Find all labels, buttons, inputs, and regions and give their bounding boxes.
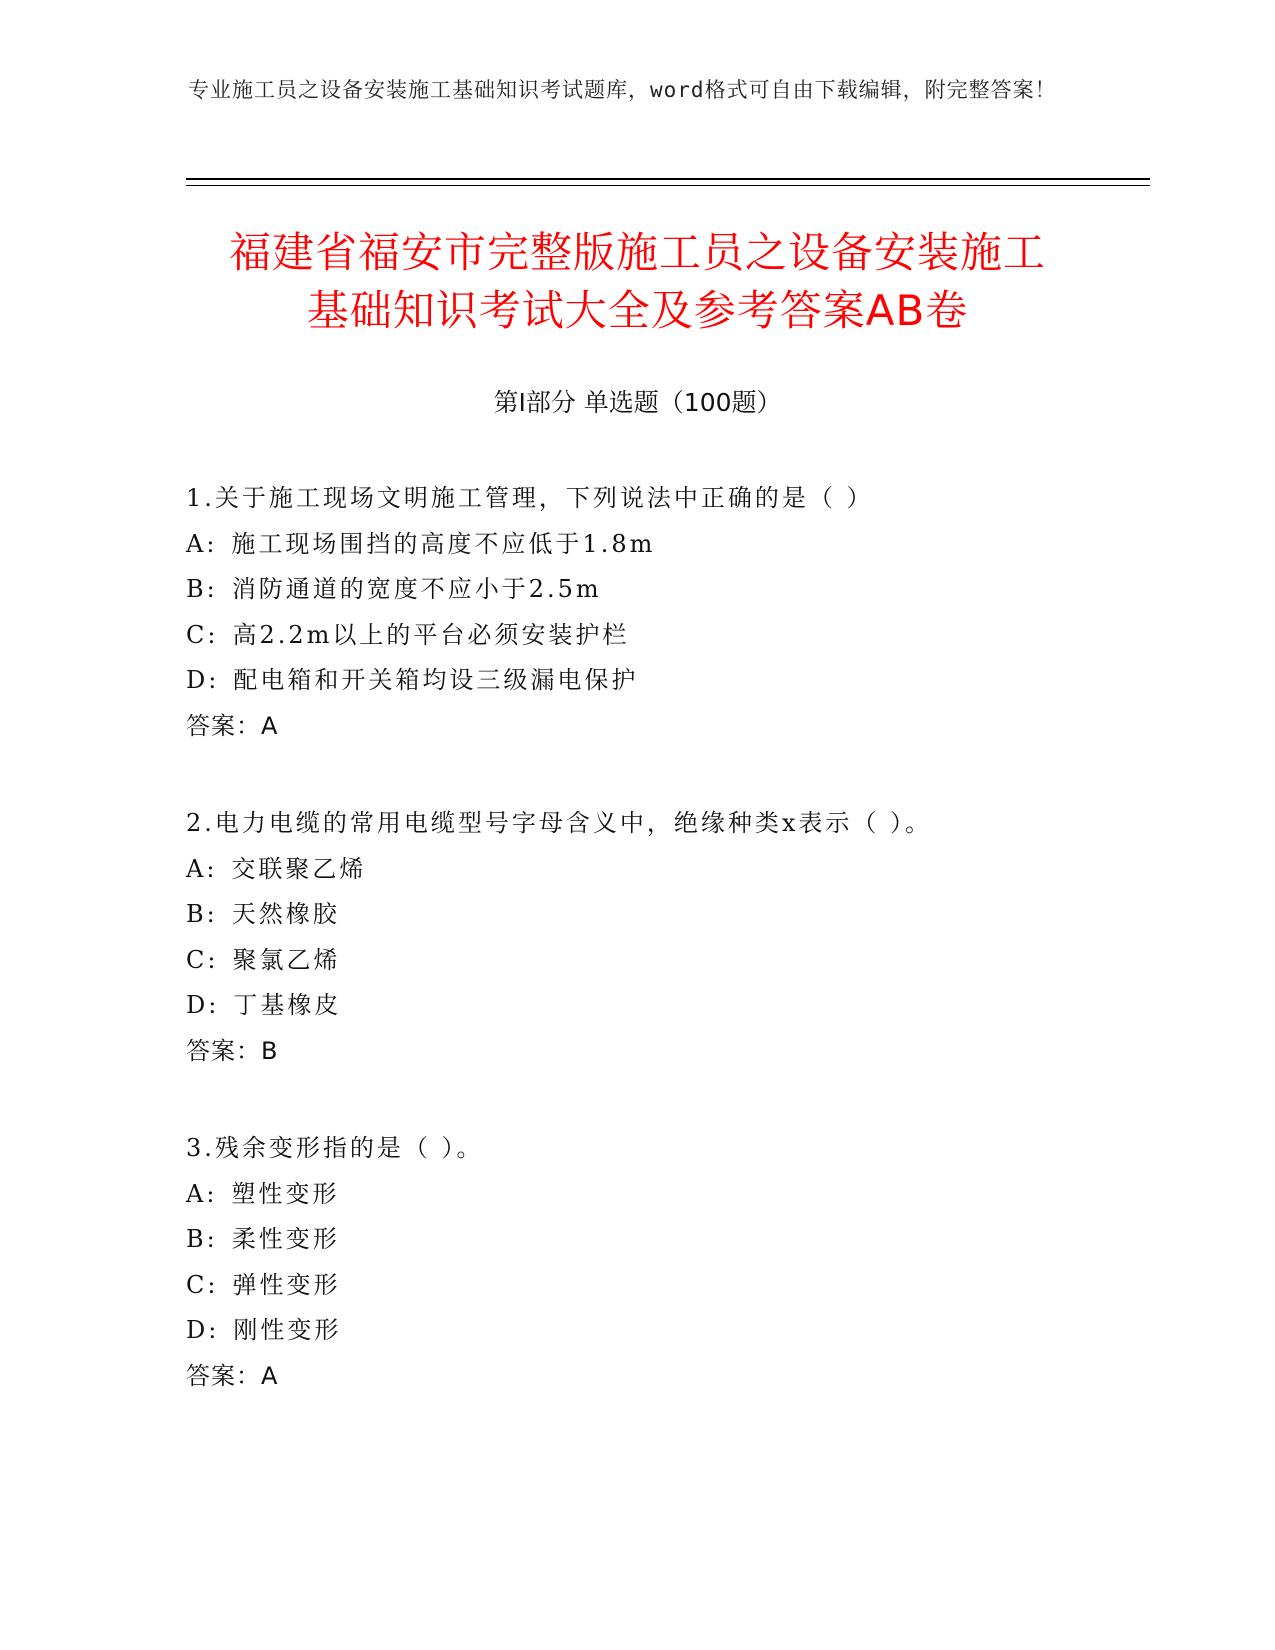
option-key: B:	[186, 1225, 218, 1253]
option-key: D:	[186, 666, 220, 694]
option-key: D:	[186, 1316, 220, 1344]
option-text: 刚性变形	[233, 1316, 342, 1344]
option-c	[186, 613, 1146, 659]
option-text: 天然橡胶	[231, 900, 340, 928]
option-key: A:	[186, 529, 218, 558]
title-line-1: 福建省福安市完整版施工员之设备安装施工	[228, 228, 1046, 277]
option-key: C:	[186, 1270, 219, 1299]
option-text: 柔性变形	[231, 1225, 340, 1253]
option-text: 高2.2m以上的平台必须安装护栏	[232, 620, 630, 649]
answer-label: 答案：B	[186, 1036, 279, 1065]
title-line-2: 基础知识考试大全及参考答案AB卷	[306, 286, 969, 335]
option-key: D:	[186, 991, 220, 1019]
option-text: 聚氯乙烯	[232, 945, 341, 974]
option-c	[186, 1263, 1146, 1309]
option-key: C:	[186, 620, 219, 649]
option-a	[186, 847, 1146, 893]
option-c	[186, 938, 1146, 984]
option-key: A:	[186, 854, 218, 883]
option-text: 丁基橡皮	[233, 991, 342, 1019]
option-key: B:	[186, 900, 218, 928]
question-1	[186, 476, 1146, 749]
header-note: 专业施工员之设备安装施工基础知识考试题库，word格式可自由下载编辑，附完整答案！	[188, 78, 1057, 102]
answer-label: 答案：A	[186, 711, 279, 740]
question-2	[186, 801, 1146, 1074]
option-text: 交联聚乙烯	[231, 854, 367, 883]
document-title	[120, 224, 1155, 340]
option-key: A:	[186, 1179, 218, 1208]
option-key: C:	[186, 945, 219, 974]
question-stem: 3.残余变形指的是（ ）。	[186, 1134, 484, 1162]
option-text: 配电箱和开关箱均设三级漏电保护	[233, 666, 639, 694]
option-b	[186, 1217, 1146, 1263]
option-a	[186, 522, 1146, 568]
option-text: 消防通道的宽度不应小于2.5m	[231, 575, 602, 603]
option-text: 弹性变形	[232, 1270, 341, 1299]
option-text: 塑性变形	[231, 1179, 340, 1208]
option-d	[186, 658, 1146, 704]
option-a	[186, 1172, 1146, 1218]
header-divider-thick	[186, 178, 1150, 180]
option-d	[186, 1308, 1146, 1354]
question-stem: 2.电力电缆的常用电缆型号字母含义中，绝缘种类x表示（ ）。	[186, 809, 933, 837]
option-text: 施工现场围挡的高度不应低于1.8m	[231, 529, 656, 558]
option-b	[186, 567, 1146, 613]
question-3	[186, 1126, 1146, 1399]
header-divider-thin	[186, 185, 1150, 186]
option-b	[186, 892, 1146, 938]
question-list	[186, 476, 1146, 1451]
question-stem: 1.关于施工现场文明施工管理，下列说法中正确的是（ ）	[186, 484, 874, 512]
answer-label: 答案：A	[186, 1361, 279, 1390]
option-key: B:	[186, 575, 218, 603]
section-heading: 第Ⅰ部分 单选题（100题）	[493, 388, 782, 417]
option-d	[186, 983, 1146, 1029]
